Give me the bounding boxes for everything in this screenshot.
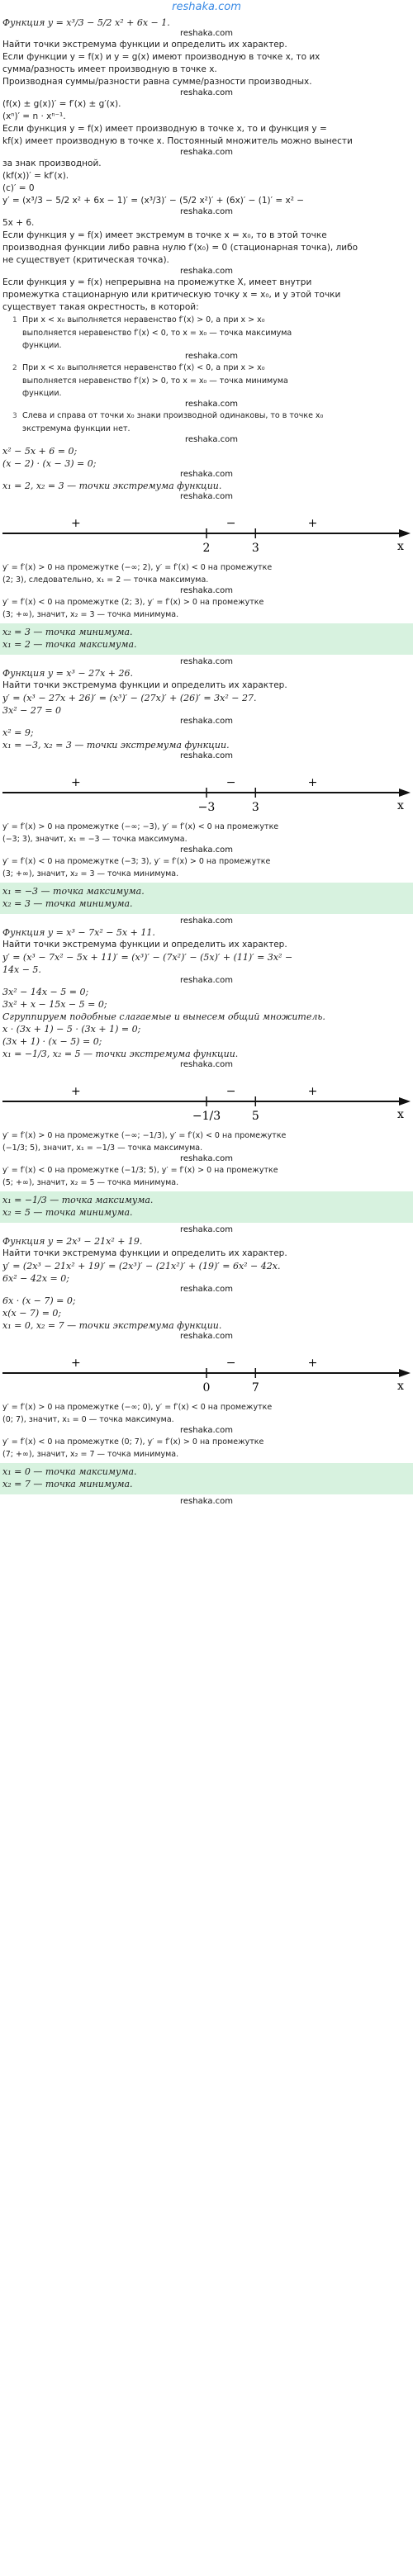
watermark: reshaka.com [180, 29, 233, 38]
theory-line: Если функции y = f(x) и y = g(x) имеют производную в точке x, то их [2, 52, 320, 62]
critical-point-label: 3 [251, 801, 259, 814]
answer-line: x₂ = 3 — точка минимума. [2, 898, 133, 909]
interval-sign: − [225, 517, 236, 530]
rule-line [12, 387, 411, 400]
analysis-line: (3; +∞), значит, x₂ = 3 — точка минимума. [2, 610, 179, 619]
axis-arrow [399, 788, 411, 797]
solution-step: x₁ = 0, x₂ = 7 — точки экстремума функции. [2, 1320, 222, 1331]
rule-item [12, 410, 411, 435]
solution-step: 14x − 5. [2, 964, 41, 975]
watermark: reshaka.com [180, 148, 233, 157]
theory-line: (xⁿ)′ = n · xⁿ⁻¹. [2, 111, 66, 121]
rule-number: 2 [12, 364, 17, 372]
part-4 [2, 1235, 411, 1507]
solution-step: x₁ = −3, x₂ = 3 — точки экстремума функции. [2, 740, 230, 751]
answer-box [0, 623, 413, 655]
theory-line: Если функция y = f(x) непрерывна на промежутке X, имеет внутри [2, 277, 312, 287]
sign-chart-svg [2, 1073, 411, 1126]
watermark: reshaka.com [180, 976, 233, 985]
solution-step: x² = 9; [2, 727, 34, 738]
theory-block [2, 51, 411, 314]
watermark: reshaka.com [180, 1497, 233, 1506]
watermark: reshaka.com [180, 1225, 233, 1234]
analysis-line: (−1/3; 5), значит, x₁ = −1/3 — точка максимума. [2, 1144, 203, 1153]
critical-point-label: −1/3 [192, 1110, 221, 1123]
axis-variable: x [397, 799, 404, 812]
watermark: reshaka.com [180, 267, 233, 276]
solution-step: Сгруппируем подобные слагаемые и вынесем общий множитель. [2, 1011, 325, 1022]
critical-point-label: 3 [251, 542, 259, 555]
interval-sign: − [225, 776, 236, 789]
analysis-line: y′ = f′(x) > 0 на промежутке (−∞; 0), y′ = f′(x) < 0 на промежутке [2, 1403, 273, 1412]
watermark: reshaka.com [180, 470, 233, 479]
critical-point-label: −3 [197, 801, 216, 814]
watermark: reshaka.com [185, 352, 238, 361]
rule-line [12, 327, 411, 339]
part-1 [2, 445, 411, 667]
site-logo[interactable]: reshaka.com [172, 1, 241, 13]
rule-item [12, 362, 411, 400]
analysis-line: (3; +∞), значит, x₂ = 3 — точка минимума. [2, 869, 179, 878]
part-3 [2, 926, 411, 1235]
part-instruction: Найти точки экстремума функции и определить их характер. [2, 1248, 287, 1258]
sign-chart-svg [2, 765, 411, 817]
watermark: reshaka.com [180, 1426, 233, 1435]
analysis-line: y′ = f′(x) < 0 на промежутке (−3; 3), y′ = f′(x) > 0 на промежутке [2, 857, 271, 866]
critical-point-label: 7 [251, 1381, 259, 1395]
rule-line [12, 375, 411, 387]
analysis-line: (7; +∞), значит, x₂ = 7 — точка минимума. [2, 1450, 179, 1459]
solution-step: (x − 2) · (x − 3) = 0; [2, 458, 97, 469]
analysis-line: y′ = f′(x) < 0 на промежутке (−1/3; 5), y′ = f′(x) > 0 на промежутке [2, 1166, 278, 1175]
analysis-line: y′ = f′(x) < 0 на промежутке (0; 7), y′ = f′(x) > 0 на промежутке [2, 1437, 264, 1447]
watermark: reshaka.com [180, 657, 233, 666]
answer-box [0, 883, 413, 914]
solution-step: x · (3x + 1) − 5 · (3x + 1) = 0; [2, 1024, 141, 1035]
answer-line: x₁ = 0 — точка максимума. [2, 1466, 137, 1477]
solution-step: x₁ = −1/3, x₂ = 5 — точки экстремума функции. [2, 1049, 239, 1059]
theory-line: (kf(x))′ = kf′(x). [2, 171, 69, 181]
rule-number: 1 [12, 316, 17, 324]
analysis-line: (−3; 3), значит, x₁ = −3 — точка максимума. [2, 835, 188, 844]
rule-line [12, 423, 411, 435]
theory-line: (f(x) ± g(x))′ = f′(x) ± g′(x). [2, 99, 121, 109]
rule-text: Слева и справа от точки x₀ знаки производной одинаковы, то в точке x₀ [22, 411, 324, 420]
rule-line [12, 314, 411, 327]
part-function: Функция y = 2x³ − 21x² + 19. [2, 1236, 143, 1247]
answer-box [0, 1191, 413, 1223]
watermark: reshaka.com [180, 207, 233, 216]
rule-text: При x < x₀ выполняется неравенство f′(x) > 0, а при x > x₀ [22, 315, 265, 324]
analysis-line: y′ = f′(x) < 0 на промежутке (2; 3), y′ = f′(x) > 0 на промежутке [2, 598, 264, 607]
axis-variable: x [397, 1108, 404, 1121]
analysis-line: y′ = f′(x) > 0 на промежутке (−∞; −1/3), y′ = f′(x) < 0 на промежутке [2, 1131, 287, 1140]
interval-sign: + [71, 1357, 81, 1370]
sign-chart [2, 1345, 411, 1398]
part-instruction: Найти точки экстремума функции и определить их характер. [2, 940, 287, 949]
interval-sign: + [307, 1085, 318, 1098]
axis-arrow [399, 529, 411, 537]
theory-line: не существует (критическая точка). [2, 255, 169, 265]
sign-chart-svg [2, 1345, 411, 1398]
site-header [0, 0, 413, 17]
interval-sign: + [71, 1085, 81, 1098]
axis-variable: x [397, 1380, 404, 1393]
watermark: reshaka.com [180, 717, 233, 726]
theory-line: Если функция y = f(x) имеет экстремум в точке x = x₀, то в этой точке [2, 230, 327, 240]
interval-sign: − [225, 1085, 236, 1098]
watermark: reshaka.com [180, 492, 233, 501]
solution-step: 3x² − 14x − 5 = 0; [2, 987, 89, 997]
rule-item [12, 314, 411, 352]
rule-text: При x < x₀ выполняется неравенство f′(x) < 0, а при x > x₀ [22, 363, 265, 372]
rule-line [12, 339, 411, 352]
interval-sign: + [307, 1357, 318, 1370]
solution-step: 6x² − 42x = 0; [2, 1273, 69, 1284]
solution-step: y′ = (2x³ − 21x² + 19)′ = (2x³)′ − (21x²)′ + (19)′ = 6x² − 42x. [2, 1261, 281, 1271]
watermark: reshaka.com [180, 1060, 233, 1069]
theory-line: kf(x) имеет производную в точке x. Постоянный множитель можно вынести [2, 136, 353, 146]
interval-sign: + [307, 776, 318, 789]
theory-line: существует такая окрестность, в которой: [2, 302, 199, 312]
rule-text: выполняется неравенство f′(x) < 0, то x = x₀ — точка максимума [22, 329, 292, 338]
interval-sign: + [71, 776, 81, 789]
watermark: reshaka.com [180, 586, 233, 595]
watermark: reshaka.com [180, 1332, 233, 1341]
watermark: reshaka.com [185, 435, 238, 444]
answer-line: x₂ = 5 — точка минимума. [2, 1207, 133, 1218]
theory-line: (c)′ = 0 [2, 183, 35, 193]
solution-step: x(x − 7) = 0; [2, 1308, 62, 1319]
watermark: reshaka.com [180, 751, 233, 760]
answer-line: x₁ = −1/3 — точка максимума. [2, 1195, 154, 1205]
critical-point-label: 5 [251, 1110, 259, 1123]
critical-point-label: 2 [202, 542, 211, 555]
solution-step: x² − 5x + 6 = 0; [2, 446, 78, 457]
answer-box [0, 1463, 413, 1494]
answer-line: x₁ = −3 — точка максимума. [2, 886, 145, 897]
sign-chart-svg [2, 505, 411, 558]
watermark: reshaka.com [180, 845, 233, 855]
analysis-line: (0; 7), значит, x₁ = 0 — точка максимума. [2, 1415, 174, 1424]
task-instruction: Найти точки экстремума функции и определить их характер. [2, 40, 287, 50]
part-2 [2, 667, 411, 926]
analysis-line: y′ = f′(x) > 0 на промежутке (−∞; −3), y′ = f′(x) < 0 на промежутке [2, 822, 279, 831]
axis-arrow [399, 1369, 411, 1377]
watermark: reshaka.com [180, 916, 233, 926]
solution-step: x₁ = 2, x₂ = 3 — точки экстремума функции. [2, 481, 222, 491]
analysis-line: (2; 3), следовательно, x₁ = 2 — точка максимума. [2, 575, 209, 585]
sign-chart [2, 765, 411, 817]
theory-line: 5x + 6. [2, 218, 35, 228]
critical-point-label: 0 [202, 1381, 211, 1395]
watermark: reshaka.com [180, 1285, 233, 1294]
solution-step: 3x² − 27 = 0 [2, 705, 62, 716]
solution-step: 6x · (x − 7) = 0; [2, 1295, 76, 1306]
theory-line: y′ = (x³/3 − 5/2 x² + 6x − 1)′ = (x³/3)′ − (5/2 x²)′ + (6x)′ − (1)′ = x² − [2, 196, 305, 206]
part-instruction: Найти точки экстремума функции и определить их характер. [2, 680, 287, 690]
solution-content [0, 17, 413, 1507]
rule-text: выполняется неравенство f′(x) > 0, то x = x₀ — точка минимума [22, 376, 288, 386]
interval-sign: + [71, 517, 81, 530]
interval-sign: + [307, 517, 318, 530]
solution-step: y′ = (x³ − 7x² − 5x + 11)′ = (x³)′ − (7x²)′ − (5x)′ + (11)′ = 3x² − [2, 952, 293, 963]
rule-text: функции. [22, 389, 62, 398]
solution-step: 3x² + x − 15x − 5 = 0; [2, 999, 107, 1010]
theory-line: Если функция y = f(x) имеет производную в точке x, то и функция y = [2, 124, 327, 134]
rule-text: экстремума функции нет. [22, 424, 131, 433]
part-function: Функция y = x³ − 7x² − 5x + 11. [2, 927, 155, 938]
rule-line [12, 362, 411, 375]
theory-line: за знак производной. [2, 159, 102, 168]
theory-line: Производная суммы/разности равна сумме/разности производных. [2, 77, 312, 87]
solution-step: y′ = (x³ − 27x + 26)′ = (x³)′ − (27x)′ + (26)′ = 3x² − 27. [2, 693, 257, 703]
theory-line: промежутка стационарную или критическую точку x = x₀, и у этой точки [2, 290, 341, 300]
axis-variable: x [397, 540, 404, 553]
sign-chart [2, 1073, 411, 1126]
rule-number: 3 [12, 412, 17, 420]
interval-sign: − [225, 1357, 236, 1370]
axis-arrow [399, 1097, 411, 1106]
analysis-line: (5; +∞), значит, x₂ = 5 — точка минимума. [2, 1178, 179, 1187]
watermark: reshaka.com [180, 88, 233, 97]
analysis-line: y′ = f′(x) > 0 на промежутке (−∞; 2), y′ = f′(x) < 0 на промежутке [2, 563, 273, 572]
theory-line: производная функции либо равна нулю f′(x₀) = 0 (стационарная точка), либо [2, 243, 358, 253]
task-function: Функция y = x³/3 − 5/2 x² + 6x − 1. [2, 17, 170, 28]
rule-text: функции. [22, 341, 62, 350]
answer-line: x₁ = 2 — точка максимума. [2, 639, 137, 650]
watermark: reshaka.com [180, 1154, 233, 1163]
rule-line [12, 410, 411, 423]
part-function: Функция y = x³ − 27x + 26. [2, 668, 134, 679]
theory-line: сумма/разность имеет производную в точке x. [2, 64, 217, 74]
solution-step: (3x + 1) · (x − 5) = 0; [2, 1036, 102, 1047]
sign-chart [2, 505, 411, 558]
answer-line: x₂ = 3 — точка минимума. [2, 627, 133, 637]
answer-line: x₂ = 7 — точка минимума. [2, 1479, 133, 1489]
rules-list [2, 314, 411, 445]
watermark: reshaka.com [185, 400, 238, 409]
